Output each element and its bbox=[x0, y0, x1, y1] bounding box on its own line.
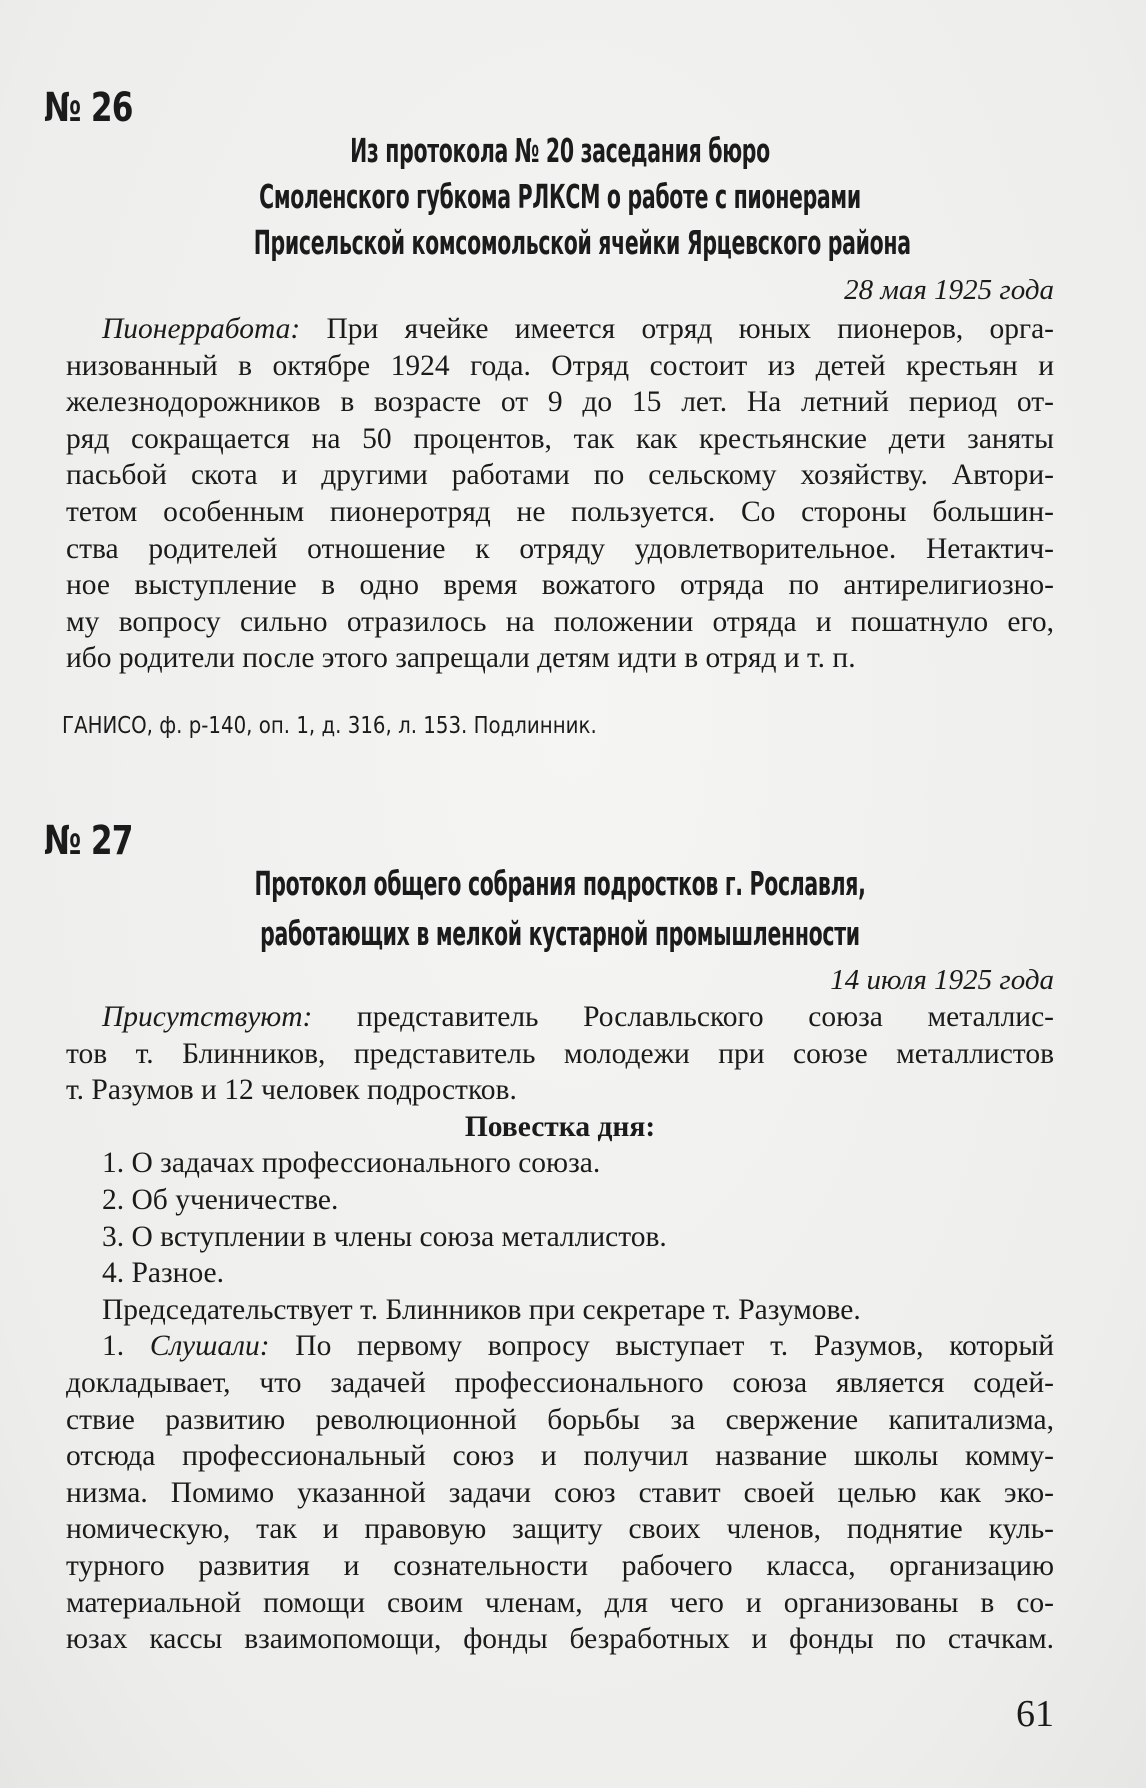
text-line: ства родителей отношение к отряду удовлетворительное. Нетактич- bbox=[66, 532, 1054, 565]
text: представитель Рославльского союза металлис- bbox=[312, 1001, 1054, 1033]
title-line: Из протокола № 20 заседания бюро bbox=[350, 131, 770, 170]
text-line: турного развития и сознательности рабочего класса, организацию bbox=[66, 1549, 1054, 1582]
text-line: низма. Помимо указанной задачи союз ставит своей целью как эко- bbox=[66, 1476, 1054, 1509]
section-label: Слушали: bbox=[149, 1330, 270, 1363]
document-body bbox=[66, 311, 1054, 677]
text-line: тов т. Блинников, представитель молодежи при союзе металлистов bbox=[66, 1037, 1054, 1070]
page-number: 61 bbox=[1016, 1693, 1054, 1735]
section-label: Пионерработа: bbox=[102, 313, 301, 345]
text-line: ное выступление в одно время вожатого отряда по антирелигиозно- bbox=[66, 569, 1054, 602]
section-label: Присутствуют: bbox=[102, 1001, 313, 1033]
item-number: 1. bbox=[102, 1330, 150, 1363]
text-line: тетом особенным пионеротряд не пользуется. Со стороны большин- bbox=[66, 495, 1054, 528]
text-line bbox=[66, 311, 1054, 348]
text-line: железнодорожников в возрасте от 9 до 15 лет. На летний период от- bbox=[66, 386, 1054, 419]
text-line: номическую, так и правовую защиту своих членов, поднятие куль- bbox=[66, 1513, 1054, 1546]
agenda-item: 4. Разное. bbox=[102, 1257, 225, 1290]
text-line: докладывает, что задачей профессионального союза является содей- bbox=[66, 1366, 1054, 1399]
document-date: 14 июля 1925 года bbox=[830, 964, 1054, 996]
text-line: отсюда профессиональный союз и получил название школы комму- bbox=[66, 1440, 1054, 1473]
text-line: низованный в октябре 1924 года. Отряд состоит из детей крестьян и bbox=[66, 349, 1054, 382]
agenda-item: 3. О вступлении в члены союза металлистов. bbox=[102, 1220, 667, 1253]
document-date: 28 мая 1925 года bbox=[844, 274, 1054, 306]
title-line: Присельской комсомольской ячейки Ярцевского района bbox=[253, 223, 911, 262]
text-line: Председательствует т. Блинников при секретаре т. Разумове. bbox=[102, 1293, 861, 1326]
text: По первому вопросу выступает т. Разумов, который bbox=[269, 1330, 1055, 1363]
agenda-item: 1. О задачах профессионального союза. bbox=[102, 1147, 601, 1180]
text-line: материальной помощи своим членам, для чего и организованы в со- bbox=[66, 1586, 1054, 1619]
text-line bbox=[66, 1328, 1054, 1365]
text-line: ряд сокращается на 50 процентов, так как крестьянские дети заняты bbox=[66, 422, 1054, 455]
text-line: т. Разумов и 12 человек подростков. bbox=[66, 1074, 517, 1107]
text-line: пасьбой скота и другими работами по сельскому хозяйству. Автори- bbox=[66, 459, 1054, 492]
document-title bbox=[66, 128, 1054, 266]
text-line: ствие развитию революционной борьбы за свержение капитализма, bbox=[66, 1403, 1054, 1436]
agenda-heading: Повестка дня: bbox=[464, 1110, 656, 1143]
document-body bbox=[66, 999, 1054, 1658]
text-line: юзах кассы взаимопомощи, фонды безработных и фонды по стачкам. bbox=[66, 1623, 1054, 1656]
document-number: № 27 bbox=[44, 818, 133, 864]
agenda-item: 2. Об ученичестве. bbox=[102, 1183, 339, 1216]
text-line: му вопросу сильно отразилось на положении отряда и пошатнуло его, bbox=[66, 605, 1054, 638]
title-line: Смоленского губкома РЛКСМ о работе с пионерами bbox=[259, 177, 861, 216]
title-line: работающих в мелкой кустарной промышленности bbox=[260, 914, 860, 953]
text: При ячейке имеется отряд юных пионеров, орга- bbox=[300, 313, 1054, 345]
document-title bbox=[66, 859, 1054, 959]
archive-source: ГАНИСО, ф. р-140, оп. 1, д. 316, л. 153. Подлинник. bbox=[62, 713, 597, 739]
text-line bbox=[66, 999, 1054, 1036]
text-line: ибо родители после этого запрещали детям идти в отряд и т. п. bbox=[66, 642, 856, 675]
document-number: № 26 bbox=[44, 85, 133, 131]
title-line: Протокол общего собрания подростков г. Рославля, bbox=[254, 864, 866, 903]
